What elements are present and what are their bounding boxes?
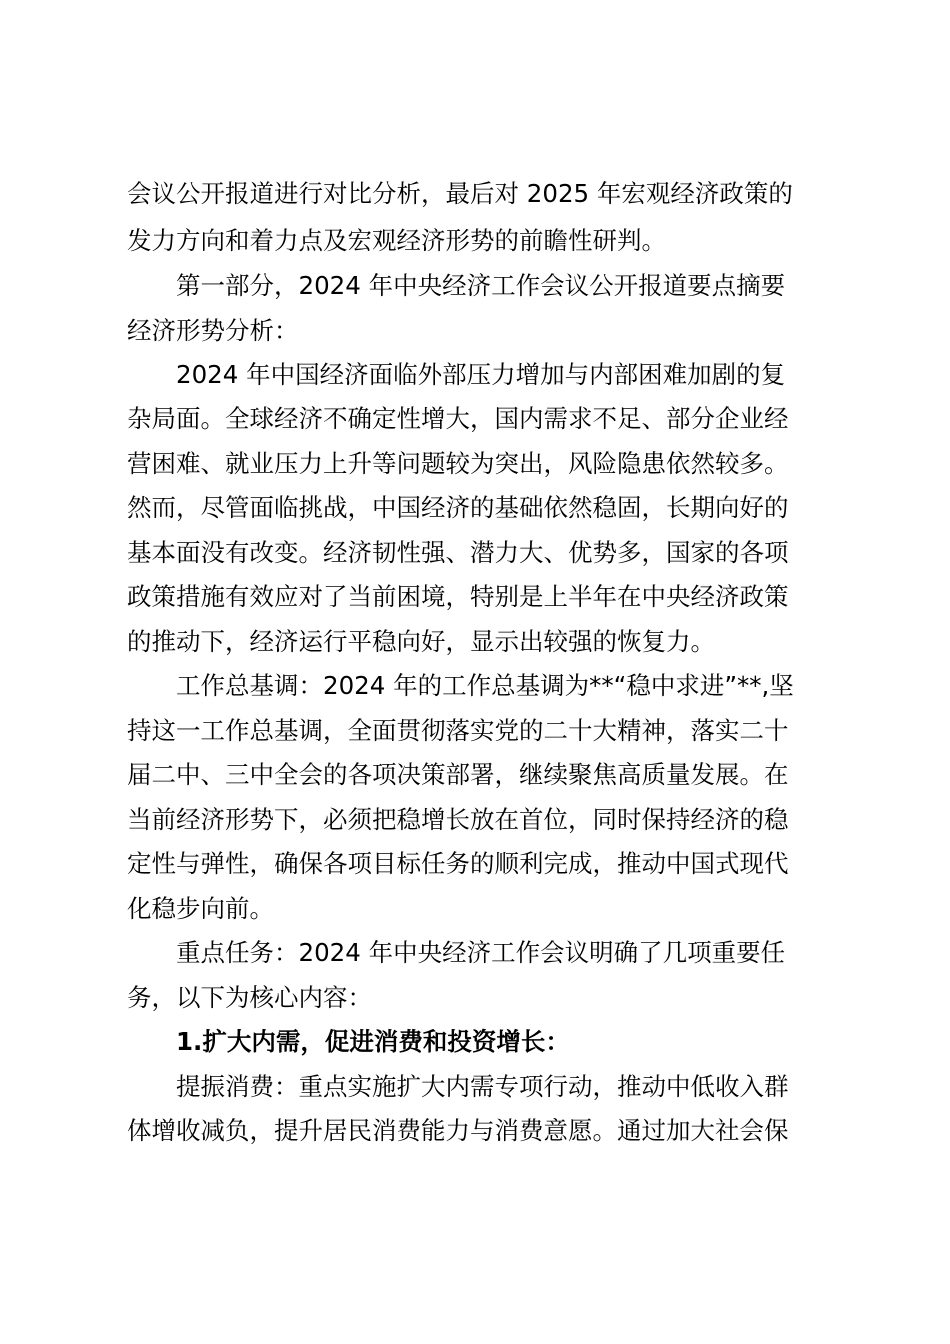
paragraph-start: 重点任务：2024 年中央经济工作会议明确了几项重要任 [176, 938, 786, 967]
text-line: 定性与弹性，确保各项目标任务的顺利完成，推动中国式现代 [127, 849, 789, 878]
paragraph-start: 2024 年中国经济面临外部压力增加与内部困难加剧的复 [176, 360, 786, 389]
text-line: 会议公开报道进行对比分析，最后对 2025 年宏观经济政策的 [127, 179, 793, 208]
text-line: 然而，尽管面临挑战，中国经济的基础依然稳固，长期向好的 [127, 493, 789, 522]
text-line: 体增收减负，提升居民消费能力与消费意愿。通过加大社会保 [127, 1116, 789, 1145]
text-line: 务，以下为核心内容： [127, 983, 372, 1012]
section-heading: 第一部分，2024 年中央经济工作会议公开报道要点摘要 [176, 271, 786, 300]
text-line: 营困难、就业压力上升等问题较为突出，风险隐患依然较多。 [127, 449, 789, 478]
subheading: 1.扩大内需，促进消费和投资增长： [176, 1027, 570, 1056]
paragraph-start: 工作总基调：2024 年的工作总基调为**“稳中求进”**,坚 [176, 671, 794, 700]
text-line: 持这一工作总基调，全面贯彻落实党的二十大精神，落实二十 [127, 716, 789, 745]
text-line: 杂局面。全球经济不确定性增大，国内需求不足、部分企业经 [127, 404, 789, 433]
text-line: 届二中、三中全会的各项决策部署，继续聚焦高质量发展。在 [127, 760, 789, 789]
text-line: 的推动下，经济运行平稳向好，显示出较强的恢复力。 [127, 627, 715, 656]
text-line: 基本面没有改变。经济韧性强、潜力大、优势多，国家的各项 [127, 538, 789, 567]
text-line: 经济形势分析： [127, 316, 299, 345]
text-line: 政策措施有效应对了当前困境，特别是上半年在中央经济政策 [127, 582, 789, 611]
text-line: 化稳步向前。 [127, 894, 274, 923]
text-line: 发力方向和着力点及宏观经济形势的前瞻性研判。 [127, 226, 666, 255]
paragraph-start: 提振消费：重点实施扩大内需专项行动，推动中低收入群 [176, 1072, 789, 1101]
text-line: 当前经济形势下，必须把稳增长放在首位，同时保持经济的稳 [127, 805, 789, 834]
